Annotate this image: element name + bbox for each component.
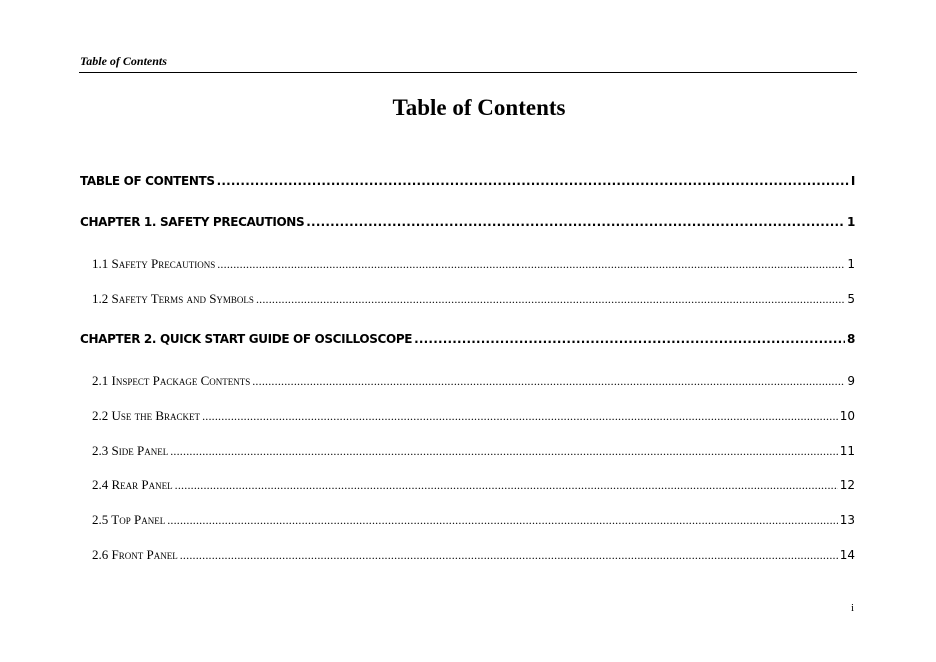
toc-leader-dots: [256, 292, 845, 307]
toc-leader-dots: [217, 257, 845, 272]
toc-entry-2-2[interactable]: [92, 408, 855, 424]
toc-entry-1-1[interactable]: [92, 256, 855, 272]
toc-entry-table-of-contents[interactable]: [80, 174, 855, 188]
toc-entry-2-1[interactable]: [92, 373, 855, 389]
toc-entry-page: 13: [839, 513, 855, 527]
toc-leader-dots: [252, 374, 845, 389]
toc-entry-page: 14: [839, 548, 855, 562]
toc-entry-label: 2.2 Use the Bracket: [92, 408, 201, 423]
toc-entry-2-6[interactable]: [92, 547, 855, 563]
toc-entry-page: 11: [839, 444, 855, 458]
toc-entry-chapter-2[interactable]: [80, 332, 855, 346]
toc-leader-dots: [175, 478, 838, 493]
toc-entry-chapter-1[interactable]: [80, 215, 855, 229]
header-rule: [79, 72, 857, 73]
toc-leader-dots: [217, 174, 849, 188]
toc-entry-label: 2.4 Rear Panel: [92, 477, 173, 492]
toc-entry-1-2[interactable]: [92, 291, 855, 307]
toc-entry-page: 1: [847, 215, 855, 229]
toc-entry-label: TABLE OF CONTENTS: [80, 174, 215, 188]
toc-entry-label: 1.1 Safety Precautions: [92, 256, 216, 271]
toc-entry-label: 2.3 Side Panel: [92, 443, 169, 458]
toc-entry-page: 9: [847, 374, 855, 388]
toc-entry-label: CHAPTER 1. SAFETY PRECAUTIONS: [80, 215, 305, 229]
toc-entry-label: 2.6 Front Panel: [92, 547, 178, 562]
toc-leader-dots: [306, 215, 845, 229]
toc-entry-label: 2.1 Inspect Package Contents: [92, 373, 251, 388]
toc-entry-label: 2.5 Top Panel: [92, 512, 166, 527]
toc-entry-label: 1.2 Safety Terms and Symbols: [92, 291, 254, 306]
toc-entry-label: CHAPTER 2. QUICK START GUIDE OF OSCILLOSCOPE: [80, 332, 413, 346]
toc-leader-dots: [202, 409, 838, 424]
toc-entry-2-3[interactable]: [92, 443, 855, 459]
toc-entry-2-5[interactable]: [92, 512, 855, 528]
toc-entry-page: 1: [847, 257, 855, 271]
toc-entry-page: I: [850, 174, 855, 188]
toc-entry-page: 10: [839, 409, 855, 423]
toc-leader-dots: [167, 513, 838, 528]
toc-entry-page: 5: [847, 292, 855, 306]
page-number: i: [851, 602, 855, 614]
toc-entry-2-4[interactable]: [92, 477, 855, 493]
toc-entry-page: 8: [847, 332, 855, 346]
running-header: Table of Contents: [80, 54, 167, 68]
page-title: Table of Contents: [392, 95, 566, 120]
toc-leader-dots: [414, 332, 845, 346]
toc-entry-page: 12: [839, 478, 855, 492]
toc-leader-dots: [180, 548, 838, 563]
toc-leader-dots: [170, 444, 838, 459]
